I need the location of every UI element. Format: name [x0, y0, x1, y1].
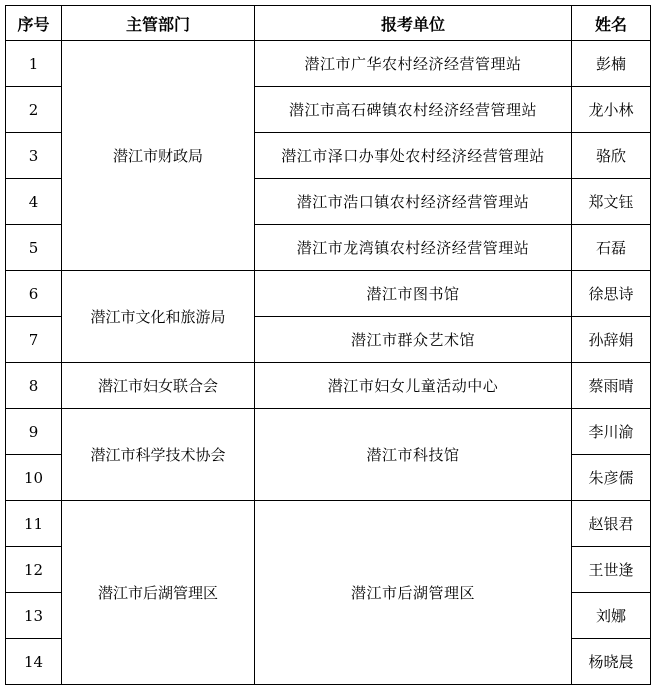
table-row — [6, 363, 651, 409]
cell-seq: 8 — [6, 363, 62, 409]
header-dept: 主管部门 — [62, 6, 255, 41]
cell-name: 蔡雨晴 — [572, 363, 651, 409]
cell-seq: 5 — [6, 225, 62, 271]
cell-name: 龙小林 — [572, 87, 651, 133]
cell-name: 石磊 — [572, 225, 651, 271]
cell-unit: 潜江市图书馆 — [255, 271, 572, 317]
cell-unit: 潜江市妇女儿童活动中心 — [255, 363, 572, 409]
cell-seq: 4 — [6, 179, 62, 225]
cell-name: 王世逢 — [572, 547, 651, 593]
cell-dept: 潜江市科学技术协会 — [62, 409, 255, 501]
results-table-container — [5, 5, 651, 685]
cell-unit: 潜江市后湖管理区 — [255, 501, 572, 685]
cell-dept: 潜江市财政局 — [62, 41, 255, 271]
results-table — [5, 5, 651, 685]
table-header-row — [6, 6, 651, 41]
cell-name: 郑文钰 — [572, 179, 651, 225]
cell-unit: 潜江市泽口办事处农村经济经营管理站 — [255, 133, 572, 179]
cell-seq: 10 — [6, 455, 62, 501]
cell-seq: 6 — [6, 271, 62, 317]
header-name: 姓名 — [572, 6, 651, 41]
cell-name: 李川渝 — [572, 409, 651, 455]
cell-seq: 9 — [6, 409, 62, 455]
cell-name: 孙辞娟 — [572, 317, 651, 363]
cell-seq: 12 — [6, 547, 62, 593]
cell-unit: 潜江市广华农村经济经营管理站 — [255, 41, 572, 87]
table-row — [6, 409, 651, 455]
header-unit: 报考单位 — [255, 6, 572, 41]
cell-seq: 1 — [6, 41, 62, 87]
cell-dept: 潜江市妇女联合会 — [62, 363, 255, 409]
cell-name: 刘娜 — [572, 593, 651, 639]
table-row — [6, 271, 651, 317]
cell-name: 彭楠 — [572, 41, 651, 87]
cell-seq: 7 — [6, 317, 62, 363]
header-seq: 序号 — [6, 6, 62, 41]
cell-name: 朱彦儒 — [572, 455, 651, 501]
cell-seq: 11 — [6, 501, 62, 547]
cell-seq: 3 — [6, 133, 62, 179]
cell-dept: 潜江市文化和旅游局 — [62, 271, 255, 363]
cell-name: 杨晓晨 — [572, 639, 651, 685]
cell-dept: 潜江市后湖管理区 — [62, 501, 255, 685]
cell-unit: 潜江市群众艺术馆 — [255, 317, 572, 363]
cell-seq: 14 — [6, 639, 62, 685]
cell-seq: 2 — [6, 87, 62, 133]
cell-unit: 潜江市浩口镇农村经济经营管理站 — [255, 179, 572, 225]
cell-name: 徐思诗 — [572, 271, 651, 317]
cell-seq: 13 — [6, 593, 62, 639]
table-row — [6, 41, 651, 87]
cell-unit: 潜江市高石碑镇农村经济经营管理站 — [255, 87, 572, 133]
table-row — [6, 501, 651, 547]
cell-name: 赵银君 — [572, 501, 651, 547]
cell-unit: 潜江市龙湾镇农村经济经营管理站 — [255, 225, 572, 271]
cell-unit: 潜江市科技馆 — [255, 409, 572, 501]
cell-name: 骆欣 — [572, 133, 651, 179]
